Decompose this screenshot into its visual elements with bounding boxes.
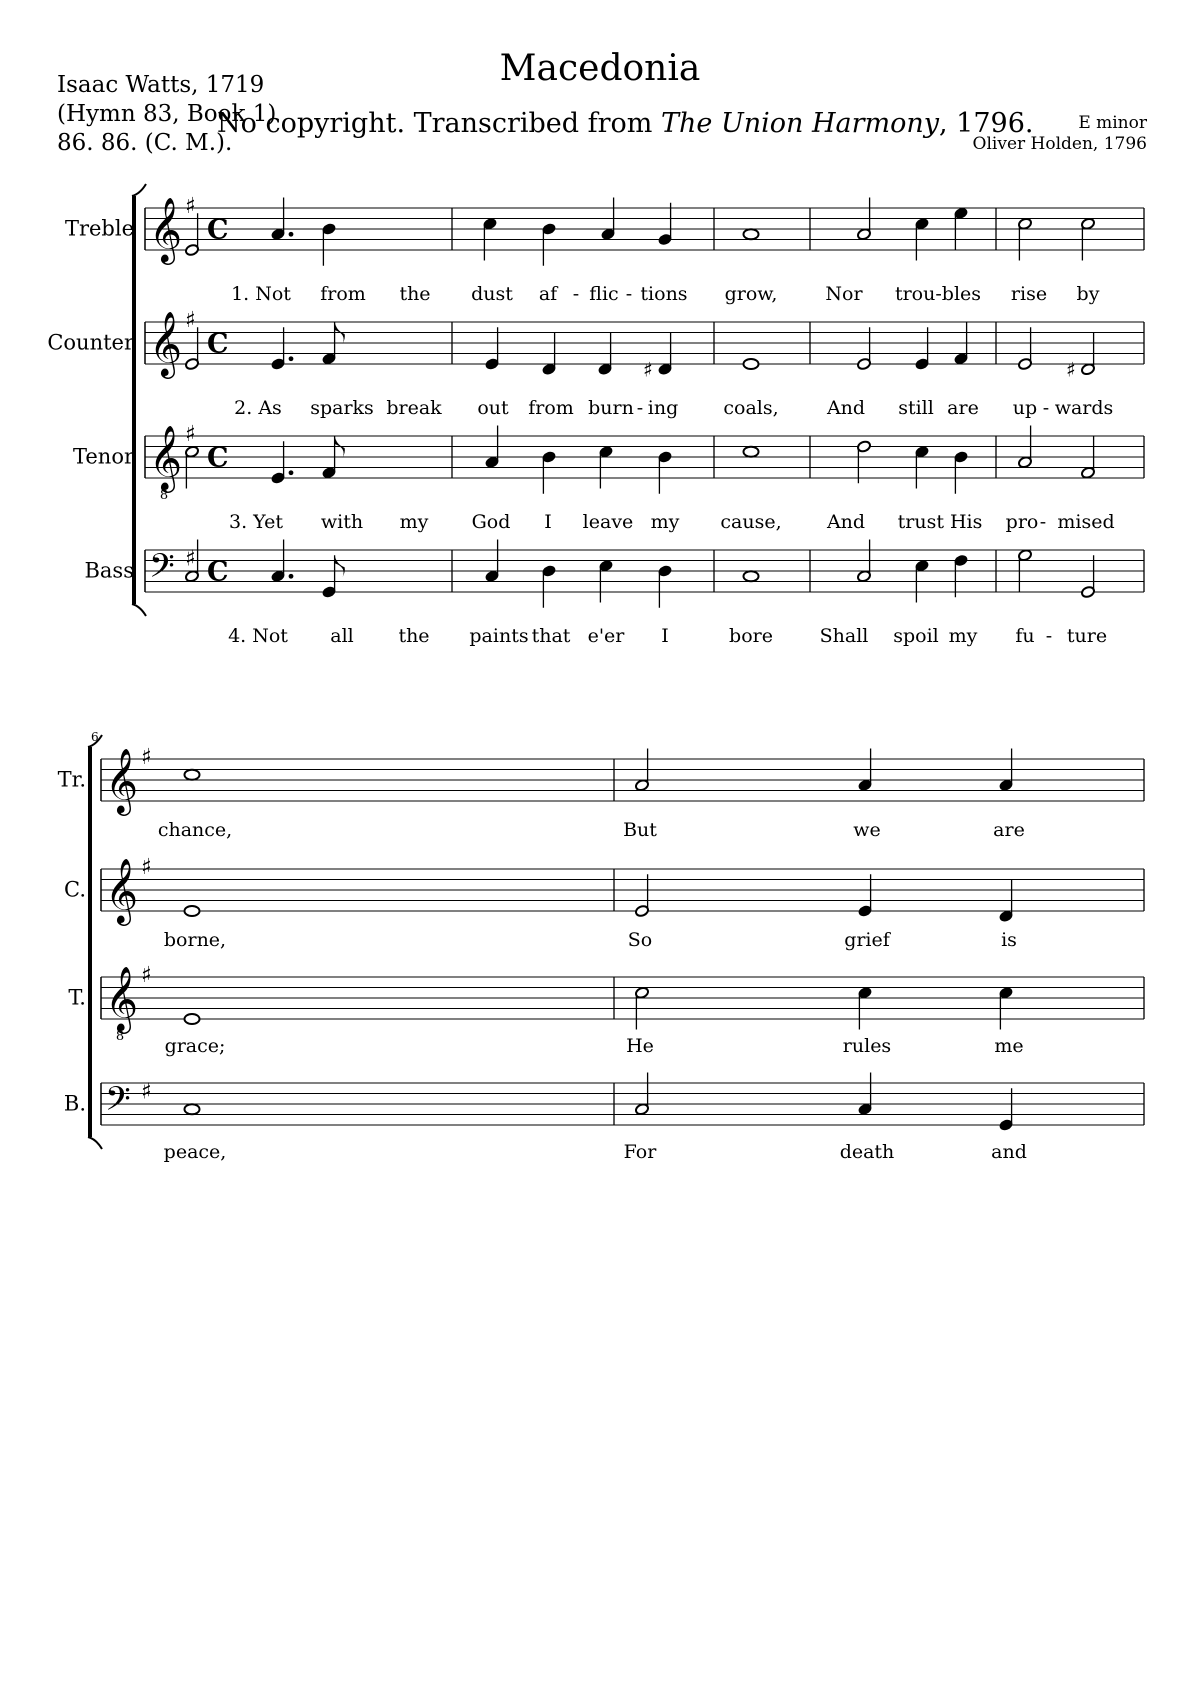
lyric-syllable: Nor: [825, 283, 863, 305]
lyric-syllable: is: [1001, 929, 1017, 951]
lyric-syllable: from: [320, 283, 366, 305]
note: [1018, 426, 1033, 469]
lyric-syllable: bore: [729, 625, 773, 647]
key-label: E minor: [1078, 113, 1147, 133]
lyric-syllable: sparks: [310, 397, 374, 419]
lyric-syllable: ture: [1066, 625, 1108, 647]
note: [485, 426, 500, 469]
note-head: [185, 1014, 200, 1024]
staff-c: [101, 869, 1144, 911]
lyric-syllable: -: [1045, 625, 1053, 647]
note: [322, 436, 345, 479]
note: [1081, 555, 1096, 598]
lyric-syllable: I: [661, 625, 669, 647]
poet-line-2: (Hymn 83, Book 1): [57, 101, 277, 127]
lyric-syllable: the: [398, 625, 430, 647]
note: [915, 559, 930, 602]
lyric-syllable: my: [650, 511, 680, 533]
note-head: [185, 770, 200, 780]
lyric-syllable: 3. Yet: [229, 511, 283, 533]
note-head: [185, 1104, 200, 1114]
note: [485, 327, 500, 370]
lyric-syllable: fu: [1015, 625, 1035, 647]
accidental-sharp: ♯: [1066, 357, 1076, 382]
lyric-syllable: that: [531, 625, 571, 647]
lyric-syllable: And: [826, 397, 866, 419]
lyric-syllable: flic: [589, 283, 619, 305]
note-head: [744, 359, 759, 369]
instrument-name: Counter: [47, 330, 134, 355]
note: [658, 451, 673, 494]
note: [185, 906, 200, 916]
lyric-syllable: are: [993, 819, 1025, 841]
staff-bass: [145, 547, 1144, 594]
subtitle-prefix: No copyright. Transcribed from: [217, 108, 661, 139]
lyric-syllable: all: [330, 625, 354, 647]
time-signature: C: [207, 556, 229, 588]
lyric-syllable: tions: [640, 283, 688, 305]
key-signature-sharp: ♯: [141, 1079, 152, 1105]
note: [1018, 549, 1033, 592]
lyric-syllable: Shall: [819, 625, 869, 647]
note: [185, 213, 200, 256]
lyric-syllable: rise: [1010, 283, 1048, 305]
instrument-name: B.: [63, 1091, 86, 1116]
lyric-syllable: But: [623, 819, 657, 841]
lyric-syllable: up: [1012, 397, 1038, 419]
note: [185, 770, 200, 780]
treble-clef-icon: 𝄞: [149, 311, 183, 377]
lyric-syllable: cause,: [720, 511, 782, 533]
lyric-syllable: dust: [471, 283, 513, 305]
lyric-syllable: out: [477, 397, 509, 419]
augmentation-dot: [289, 232, 294, 237]
note: [744, 447, 759, 457]
note: [185, 445, 200, 488]
note: [542, 223, 557, 266]
instrument-name: Bass: [84, 558, 134, 583]
note: [1081, 217, 1096, 260]
lyric-syllable: paints: [469, 625, 529, 647]
poet-line-1: Isaac Watts, 1719: [57, 72, 265, 98]
note: [999, 880, 1014, 923]
lyric-syllable: ing: [647, 397, 679, 419]
lyric-syllable: And: [826, 511, 866, 533]
note: [542, 333, 557, 376]
octave-mark: 8: [159, 488, 169, 503]
time-signature: C: [207, 328, 229, 360]
note: [858, 1073, 873, 1116]
note: [1081, 333, 1096, 376]
note: [485, 540, 500, 583]
lyric-syllable: trou-bles: [894, 283, 982, 305]
note: [915, 445, 930, 488]
instrument-name: Treble: [64, 216, 134, 241]
lyric-syllable: spoil: [893, 625, 939, 647]
time-signature: C: [207, 214, 229, 246]
staff-b: [101, 1080, 1144, 1127]
lyric-syllable: -: [572, 283, 580, 305]
lyric-syllable: rules: [842, 1035, 892, 1057]
lyric-syllable: peace,: [163, 1141, 227, 1163]
note: [185, 1104, 200, 1114]
note: [999, 749, 1014, 792]
bass-clef-icon: 𝄢: [105, 1080, 131, 1127]
lyric-syllable: and: [991, 1141, 1027, 1163]
note: [915, 327, 930, 370]
note: [483, 217, 498, 260]
note: [744, 571, 759, 581]
note: [857, 327, 872, 370]
note: [1081, 436, 1096, 479]
hymn-title: Macedonia: [499, 48, 701, 89]
note: [635, 986, 650, 1029]
lyric-syllable: break: [386, 397, 442, 419]
note: [658, 333, 673, 376]
bass-clef-icon: 𝄢: [149, 547, 175, 594]
lyric-syllable: the: [399, 283, 431, 305]
time-signature: C: [207, 442, 229, 474]
note-head: [744, 229, 759, 239]
lyric-syllable: borne,: [163, 929, 227, 951]
note: [322, 223, 337, 266]
treble-clef-icon: 𝄞: [149, 197, 183, 263]
bracket-bottom-hook: [88, 1137, 102, 1149]
treble-clef-icon: 𝄞: [105, 748, 139, 814]
accidental-sharp: ♯: [643, 357, 653, 382]
system-bracket: [88, 747, 92, 1137]
measure-number: 6: [91, 730, 99, 744]
lyric-syllable: af: [538, 283, 558, 305]
lyric-syllable: -: [625, 283, 633, 305]
lyric-syllable: 4. Not: [228, 625, 288, 647]
lyric-syllable: my: [399, 511, 429, 533]
note: [999, 986, 1014, 1029]
note: [322, 322, 345, 365]
lyric-syllable: 1. Not: [231, 283, 291, 305]
note: [601, 198, 616, 241]
treble-clef-icon: 𝄞: [105, 966, 139, 1032]
lyric-syllable: mised: [1057, 511, 1115, 533]
lyric-syllable: by: [1076, 283, 1100, 305]
note: [857, 198, 872, 241]
note-head: [744, 447, 759, 457]
augmentation-dot: [289, 356, 294, 361]
note: [999, 1088, 1014, 1131]
lyric-syllable: He: [626, 1035, 654, 1057]
note: [744, 229, 759, 239]
key-signature-sharp: ♯: [141, 963, 152, 988]
note: [954, 554, 969, 597]
key-signature-sharp: ♯: [185, 422, 196, 447]
note: [598, 333, 613, 376]
lyric-syllable: me: [994, 1035, 1024, 1057]
instrument-name: T.: [68, 985, 86, 1010]
lyric-syllable: from: [528, 397, 574, 419]
note-flag: [335, 555, 345, 577]
note: [857, 540, 872, 583]
augmentation-dot: [289, 574, 294, 579]
lyric-syllable: coals,: [723, 397, 779, 419]
lyric-syllable: with: [320, 511, 364, 533]
lyric-syllable: still: [898, 397, 934, 419]
note: [954, 322, 969, 365]
treble-clef-icon: 𝄞: [105, 858, 139, 924]
note: [915, 217, 930, 260]
note: [271, 540, 294, 583]
note: [542, 451, 557, 494]
lyric-syllable: grow,: [724, 283, 778, 305]
bracket-top-hook: [132, 184, 146, 196]
bracket-bottom-hook: [132, 604, 146, 616]
lyric-syllable: chance,: [157, 819, 233, 841]
key-signature-sharp: ♯: [185, 308, 196, 333]
note: [635, 749, 650, 792]
note: [658, 565, 673, 608]
note: [635, 874, 650, 917]
lyric-syllable: burn: [588, 397, 634, 419]
lyric-syllable: God: [471, 511, 511, 533]
note-head: [185, 906, 200, 916]
poet-line-3: 86. 86. (C. M.).: [57, 130, 233, 156]
key-signature-sharp: ♯: [185, 546, 196, 572]
lyric-syllable: death: [839, 1141, 895, 1163]
lyric-syllable: grief: [844, 929, 890, 951]
composer-credit: Oliver Holden, 1796: [972, 134, 1147, 154]
subtitle-suffix: , 1796.: [939, 108, 1034, 139]
note: [599, 559, 614, 602]
staff-t: [101, 977, 1144, 1019]
note: [858, 749, 873, 792]
lyric-syllable: 2. As: [234, 397, 282, 419]
instrument-name: Tenor: [72, 444, 134, 469]
note: [635, 1073, 650, 1116]
lyric-syllable: -: [636, 397, 644, 419]
note: [857, 440, 872, 483]
octave-mark: 8: [115, 1029, 125, 1044]
note: [1018, 327, 1033, 370]
key-signature-sharp: ♯: [185, 194, 196, 219]
treble-clef-icon: 𝄞: [149, 425, 183, 491]
key-signature-sharp: ♯: [141, 745, 152, 770]
instrument-name: C.: [64, 877, 86, 902]
lyric-syllable: e'er: [587, 625, 625, 647]
subtitle-source-title: The Union Harmony: [661, 108, 940, 139]
note-head: [744, 571, 759, 581]
lyric-syllable: leave: [582, 511, 634, 533]
note: [1018, 217, 1033, 260]
system-bracket: [132, 196, 136, 604]
key-signature-sharp: ♯: [141, 855, 152, 880]
staff-tr: [101, 759, 1144, 801]
note: [954, 207, 969, 250]
lyric-syllable: my: [948, 625, 978, 647]
lyric-syllable: -: [1039, 511, 1047, 533]
lyric-syllable: wards: [1054, 397, 1114, 419]
note: [858, 986, 873, 1029]
lyric-syllable: grace;: [164, 1035, 226, 1057]
note: [744, 359, 759, 369]
note: [185, 327, 200, 370]
lyric-syllable: -: [1042, 397, 1050, 419]
lyric-syllable: pro: [1005, 511, 1039, 533]
note: [185, 1014, 200, 1024]
augmentation-dot: [289, 470, 294, 475]
staff-tenor: [145, 436, 1144, 478]
note: [599, 445, 614, 488]
note: [954, 451, 969, 494]
staff-treble: [145, 208, 1144, 250]
note: [542, 565, 557, 608]
note: [271, 198, 294, 241]
lyric-syllable: So: [627, 929, 653, 951]
lyric-syllable: are: [947, 397, 979, 419]
lyric-syllable: For: [623, 1141, 657, 1163]
note: [858, 874, 873, 917]
lyric-syllable: we: [853, 819, 881, 841]
lyric-syllable: I: [544, 511, 552, 533]
note: [658, 203, 673, 246]
lyric-syllable: trust His: [897, 511, 983, 533]
instrument-name: Tr.: [57, 767, 86, 792]
